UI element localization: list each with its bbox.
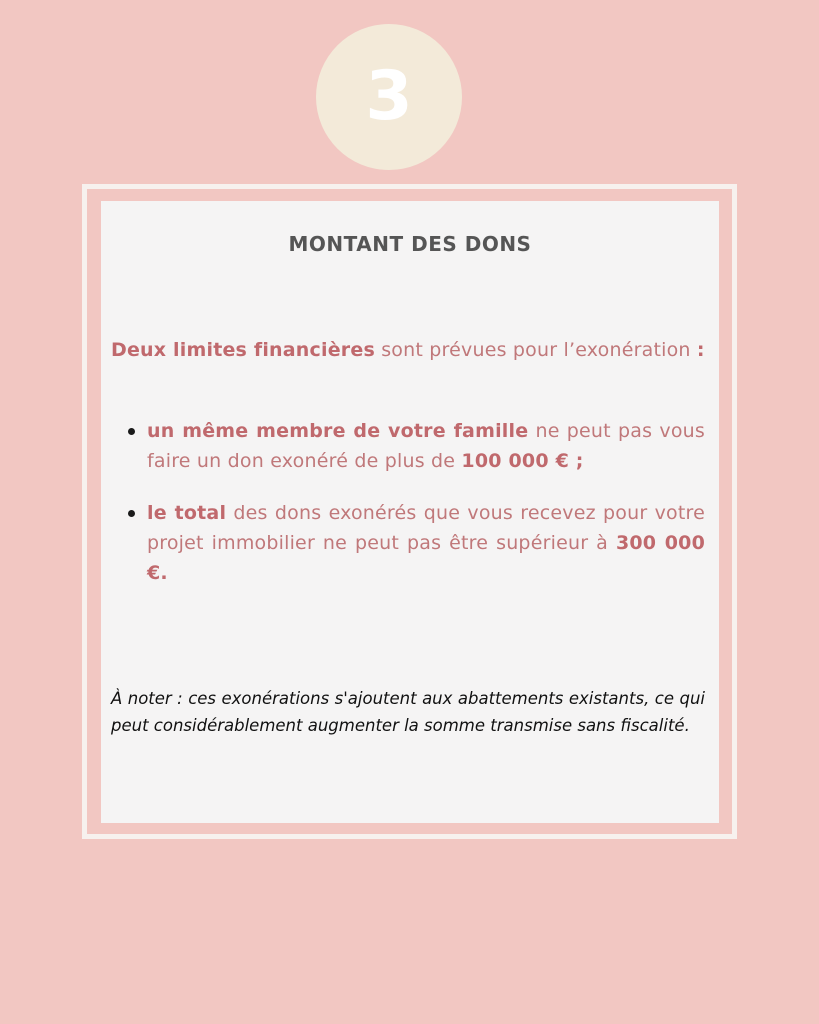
bullet-icon <box>128 428 135 435</box>
list-item-amount: 300 000 €. <box>147 532 705 584</box>
list-item <box>147 498 705 588</box>
intro-paragraph <box>111 335 705 365</box>
list-item-text: ne peut pas vous faire un don exonéré de plus de <box>147 420 705 472</box>
intro-bold: Deux limites financières <box>111 339 375 361</box>
intro-text: sont prévues pour l’exonération <box>374 339 697 361</box>
info-card <box>101 201 719 823</box>
list-item-amount: 100 000 € ; <box>461 450 584 472</box>
limits-list <box>111 416 705 610</box>
list-item <box>147 416 705 476</box>
note-paragraph: À noter : ces exonérations s'ajoutent aux abattements existants, ce qui peut considérablement augmenter la somme transmise sans fiscalité. <box>111 689 705 735</box>
step-number-badge <box>316 24 462 170</box>
card-title: MONTANT DES DONS <box>288 232 532 256</box>
list-item-bold: un même membre de votre famille <box>147 420 529 442</box>
bullet-icon <box>128 510 135 517</box>
list-item-bold: le total <box>147 502 227 524</box>
step-number: 3 <box>365 57 413 136</box>
list-item-text: des dons exonérés que vous recevez pour votre projet immobilier ne peut pas être supérieur à <box>147 502 705 554</box>
intro-colon: : <box>696 339 705 361</box>
